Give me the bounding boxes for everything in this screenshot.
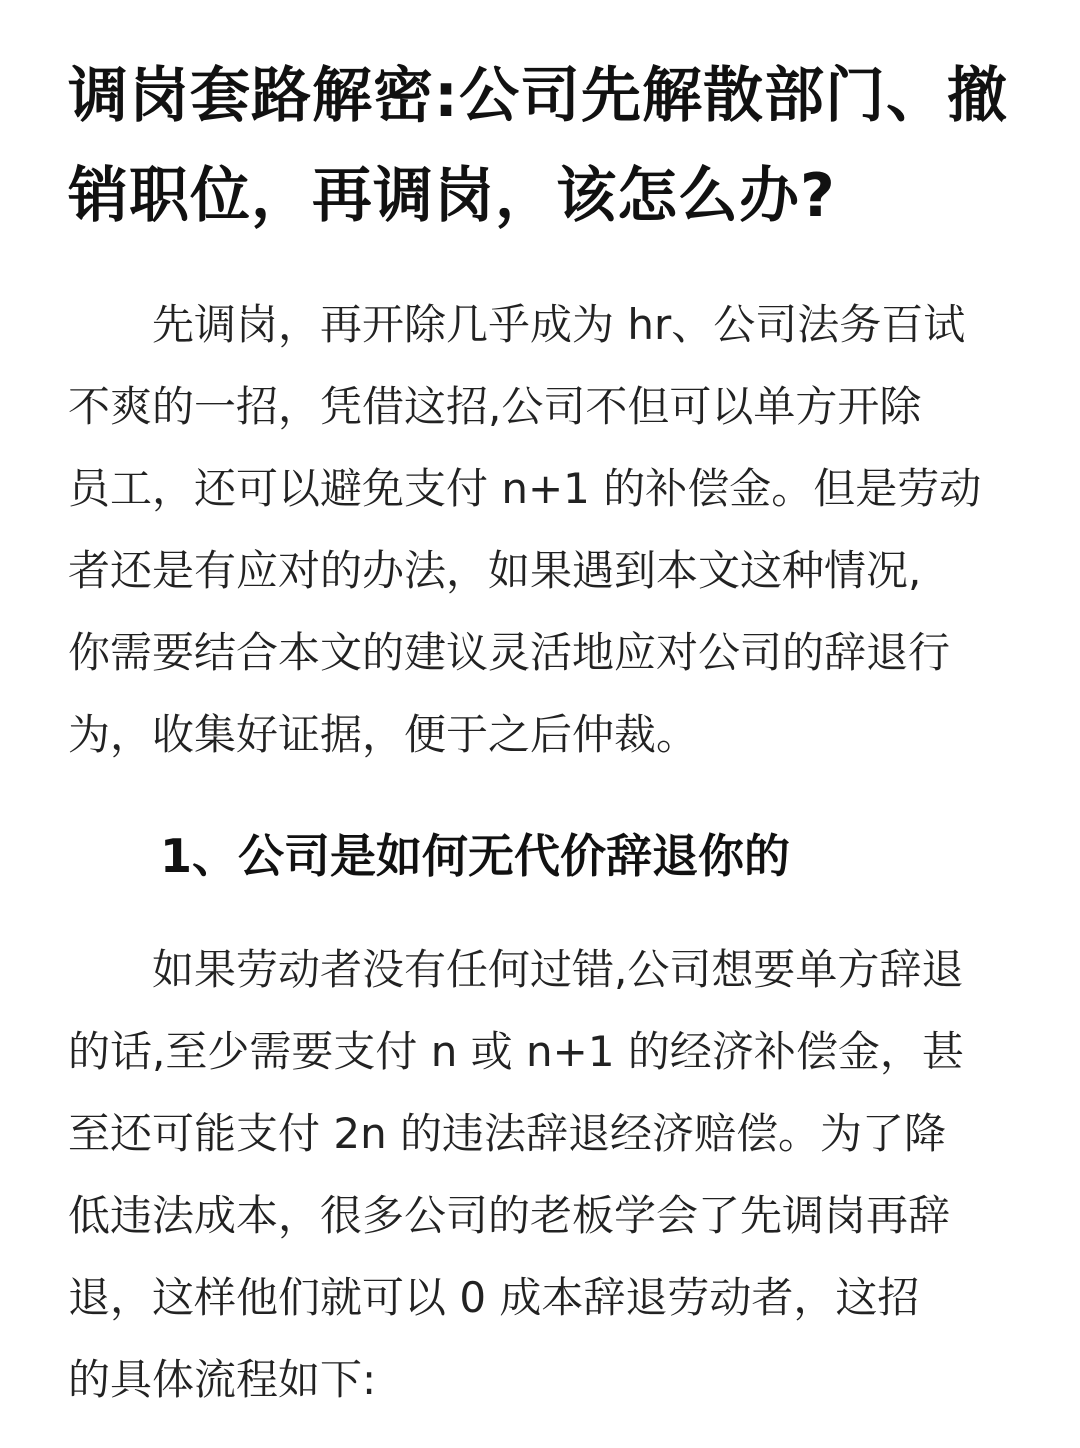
paragraph-line: 者还是有应对的办法，如果遇到本文这种情况, [68, 546, 922, 595]
paragraph-line: 退，这样他们就可以 0 成本辞退劳动者，这招 [68, 1273, 920, 1322]
paragraph-line: 至还可能支付 2n 的违法辞退经济赔偿。为了降 [68, 1109, 947, 1158]
paragraph-line: 你需要结合本文的建议灵活地应对公司的辞退行 [68, 628, 951, 677]
paragraph-line: 先调岗，再开除几乎成为 hr、公司法务百试 [68, 300, 966, 349]
paragraph-line: 的具体流程如下: [68, 1355, 377, 1404]
intro-paragraph [68, 284, 1028, 776]
paragraph-line: 为，收集好证据，便于之后仲裁。 [68, 710, 699, 759]
paragraph-line: 如果劳动者没有任何过错,公司想要单方辞退 [68, 945, 964, 994]
title-line: 调岗套路解密:公司先解散部门、撤 [68, 61, 1008, 131]
paragraph-line: 低违法成本，很多公司的老板学会了先调岗再辞 [68, 1191, 951, 1240]
title-line: 销职位，再调岗，该怎么办? [68, 161, 836, 231]
body-paragraph [68, 929, 1028, 1421]
paragraph-line: 员工，还可以避免支付 n+1 的补偿金。但是劳动 [68, 464, 982, 513]
paragraph-line: 的话,至少需要支付 n 或 n+1 的经济补偿金，甚 [68, 1027, 964, 1076]
section-heading: 1、公司是如何无代价辞退你的 [160, 829, 791, 883]
paragraph-line: 不爽的一招，凭借这招,公司不但可以单方开除 [68, 382, 922, 431]
article-title [68, 46, 1018, 246]
